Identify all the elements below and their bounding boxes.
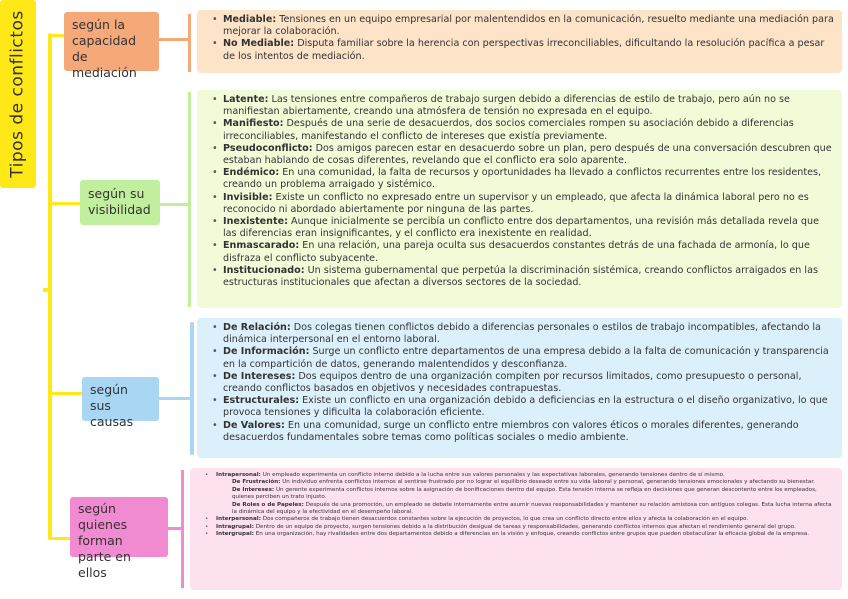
connector-central-trunk bbox=[43, 288, 51, 292]
connector-visibilidad-box bbox=[160, 203, 189, 206]
list-item: • Mediable: Tensiones en un equipo empresarial por malentendidos en la comunicación, resuelto mediante una mediación para mejorar la colaboración. bbox=[223, 14, 834, 38]
category-mediacion-label: según la capacidad de mediación bbox=[72, 17, 137, 80]
box-causas bbox=[197, 318, 842, 458]
list-item: • No Mediable: Disputa familiar sobre la herencia con perspectivas irreconciliables, dificultando la resolución pacífica a pesar de los intentos de mediación. bbox=[223, 38, 834, 62]
list-item: • Enmascarado: En una relación, una pareja oculta sus desacuerdos constantes detrás de una fachada de armonía, lo que disfraza el conflicto subyacente. bbox=[223, 240, 834, 264]
list-item: • Interpersonal: Dos compañeros de trabajo tienen desacuerdos constantes sobre la ejecución de proyectos, lo que crea un conflicto directo entre ellos y afecta la colaboración en el equipo. bbox=[216, 516, 834, 523]
central-node bbox=[0, 0, 36, 188]
bracket-mediacion bbox=[188, 14, 191, 72]
list-item: • Intragrupal: Dentro de un equipo de proyecto, surgen tensiones debido a la distribución desigual de tareas y responsabilidades, generando conflictos internos que afectan el rendimiento general del grupo. bbox=[216, 524, 834, 531]
list-item: • Intergrupal: En una organización, hay rivalidades entre dos departamentos debido a diferencias en la visión y enfoque, creando conflictos entre grupos que pueden obstaculizar la eficacia global de la empresa. bbox=[216, 531, 834, 538]
connector-causas bbox=[50, 392, 82, 395]
category-quienes bbox=[70, 497, 168, 580]
bracket-visibilidad bbox=[188, 92, 191, 307]
box-quienes bbox=[190, 468, 842, 590]
category-visibilidad-label: según su visibilidad bbox=[88, 186, 151, 217]
list-item: • Institucionado: Un sistema gubernamental que perpetúa la discriminación sistémica, creando conflictos arraigados en las estructuras institucionales que afectan a diversos sectores de la sociedad. bbox=[223, 265, 834, 289]
connector-visibilidad bbox=[50, 202, 80, 205]
list-item: • Endémico: En una comunidad, la falta de recursos y oportunidades ha llevado a conflictos recurrentes entre los residentes, creando un problema arraigado y sistémico. bbox=[223, 167, 834, 191]
list-item: De Frustración: Un individuo enfrenta conflictos internos al sentirse frustrado por no lograr el equilibrio deseado entre su vida laboral y personal, generando tensiones emocionales y afectando su bienestar. bbox=[232, 479, 815, 486]
list-item: De Roles o de Papeles: Después de una promoción, un empleado se debate internamente entre asumir nuevas responsabilidades y mantener su relación amistosa con antiguos colegas. Esta lucha interna afecta la dinámica del equipo y la efectividad en el desempeño laboral. bbox=[232, 501, 832, 516]
list-item: • Latente: Las tensiones entre compañeros de trabajo surgen debido a diferencias de estilo de trabajo, pero aún no se manifiestan abiertamente, creando una atmósfera de tensión no expresada en el equipo. bbox=[223, 94, 834, 118]
connector-causas-box bbox=[159, 397, 191, 400]
list-item: • De Valores: En una comunidad, surge un conflicto entre miembros con valores éticos o morales diferentes, generando desacuerdos fundamentales sobre temas como políticas sociales o medio ambiente. bbox=[223, 420, 834, 444]
connector-quienes-box bbox=[168, 527, 182, 530]
central-title: Tipos de conflictos bbox=[8, 10, 29, 178]
category-causas bbox=[82, 377, 159, 429]
list-item: • De Relación: Dos colegas tienen conflictos debido a diferencias personales o estilos de trabajo incompatibles, afectando la dinámica interpersonal en el entorno laboral. bbox=[223, 322, 834, 346]
category-causas-label: según sus causas bbox=[90, 382, 134, 429]
category-mediacion bbox=[64, 12, 159, 80]
yellow-trunk bbox=[48, 33, 52, 540]
list-item: De Intereses: Un gerente experimenta conflictos internos sobre la asignación de bonificaciones dentro del equipo. Esta tensión interna se refleja en decisiones que generan descontento entre los empleados, quienes perciben un trato injusto. bbox=[232, 486, 817, 501]
list-item: • Inexistente: Aunque inicialmente se percibía un conflicto entre dos departamentos, una revisión más detallada revela que las diferencias eran insignificantes, y el conflicto era inexistente en realidad. bbox=[223, 216, 834, 240]
list-item: • Invisible: Existe un conflicto no expresado entre un supervisor y un empleado, que afecta la dinámica laboral pero no es reconocido ni abordado abiertamente por ninguna de las partes. bbox=[223, 192, 834, 216]
category-quienes-label: según quienes forman parte en ellos bbox=[78, 501, 131, 580]
category-visibilidad bbox=[80, 180, 160, 225]
list-item: • Manifiesto: Después de una serie de desacuerdos, dos socios comerciales rompen su asociación debido a diferencias irreconciliables, manifestando el conflicto de intereses que existía previamente. bbox=[223, 118, 834, 142]
box-mediacion bbox=[197, 10, 842, 73]
connector-mediacion bbox=[50, 34, 65, 37]
list-item: • Pseudoconflicto: Dos amigos parecen estar en desacuerdo sobre un plan, pero después de una conversación descubren que estaban hablando de cosas diferentes, revelando que el conflicto era solo aparente. bbox=[223, 143, 834, 167]
list-item: • Intrapersonal: Un empleado experimenta un conflicto interno debido a la lucha entre sus valores personales y las expectativas laborales, generando tensiones dentro de sí mismo. bbox=[216, 472, 834, 479]
connector-mediacion-box bbox=[159, 38, 189, 41]
list-item: • De Información: Surge un conflicto entre departamentos de una empresa debido a la falta de comunicación y transparencia en la compartición de datos, generando malentendidos y desconfianza. bbox=[223, 346, 834, 370]
list-item: • De Intereses: Dos equipos dentro de una organización compiten por recursos limitados, como presupuesto o personal, creando conflictos basados en objetivos y necesidades contrapuestas. bbox=[223, 371, 834, 395]
box-visibilidad bbox=[197, 90, 842, 308]
list-item: • Estructurales: Existe un conflicto en una organización debido a deficiencias en la estructura o el diseño organizativo, lo que provoca tensiones y dificulta la colaboración eficiente. bbox=[223, 395, 834, 419]
bracket-causas bbox=[190, 322, 194, 455]
